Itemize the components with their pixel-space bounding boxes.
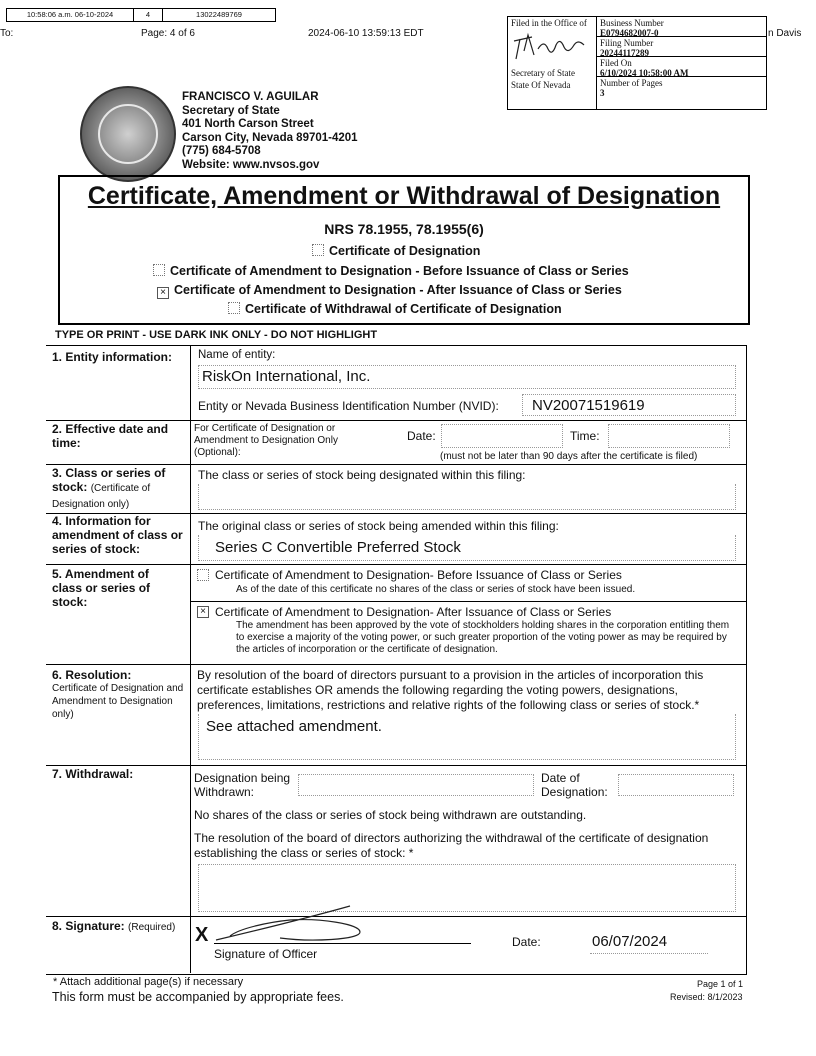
office-phone: (775) 684-5708 [182, 145, 261, 157]
cert-option-label: Certificate of Amendment to Designation - After Issuance of Class or Series [174, 283, 622, 297]
office-website: Website: www.nvsos.gov [182, 158, 320, 171]
row-divider [46, 420, 746, 421]
office-title: Secretary of State [182, 104, 280, 117]
signature-x: X [195, 924, 209, 946]
footer-attach-note: * Attach additional page(s) if necessary [53, 976, 244, 988]
office-name: FRANCISCO V. AGUILAR [182, 91, 319, 103]
section-8-label [52, 919, 175, 935]
statute: NRS 78.1955, 78.1955(6) [324, 221, 484, 237]
checkbox[interactable] [153, 264, 165, 276]
cert-option-withdrawal[interactable] [228, 302, 562, 316]
office-block [182, 91, 358, 172]
row-divider [46, 464, 746, 465]
row-divider [46, 664, 746, 665]
filing-office-label: Filed in the Office of [511, 18, 587, 28]
filing-number-cell [597, 37, 766, 57]
checkbox[interactable] [197, 569, 209, 581]
row-divider [46, 916, 746, 917]
signature-line [214, 943, 471, 944]
fax-page: Page: 4 of 6 [141, 28, 195, 39]
fax-page-num: 4 [134, 9, 163, 21]
amend-after-label: Certificate of Amendment to Designation- After Issuance of Class or Series [215, 605, 612, 619]
section-7-label: 7. Withdrawal: [52, 767, 134, 781]
checkbox[interactable] [312, 244, 324, 256]
checkbox-checked[interactable]: × [157, 287, 169, 299]
pages-label: Number of Pages [600, 78, 663, 88]
row-divider [46, 765, 746, 766]
filing-office [508, 17, 597, 109]
filing-sos-label: Secretary of State State Of Nevada [511, 68, 575, 90]
amend-after-note: The amendment has been approved by the vote of stockholders holding shares in the corporation entitling them to exercise a majority of the voting power, or such greater proportion of the voting power as may be required by the articles of incorporation or the certificate of designation. [236, 620, 730, 655]
withdrawn-designation-label: Designation being Withdrawn: [194, 771, 291, 799]
section-6-title: 6. Resolution: [52, 668, 132, 682]
business-number-cell [597, 17, 766, 37]
form-title: Certificate, Amendment or Withdrawal of Designation [87, 182, 721, 210]
section-2-label: 2. Effective date and time: [52, 422, 169, 450]
filing-number-label: Filing Number [600, 38, 654, 48]
cert-option-label: Certificate of Amendment to Designation - Before Issuance of Class or Series [170, 264, 629, 278]
business-number: E0794682007-0 [600, 28, 659, 38]
signature-label: Signature of Officer [214, 947, 318, 961]
section-1-label: 1. Entity information: [52, 350, 172, 364]
section-6-label [52, 668, 186, 721]
effective-date-desc: For Certificate of Designation or Amendment to Designation Only (Optional): [194, 423, 338, 458]
no-shares-statement: No shares of the class or series of stock being withdrawn are outstanding. [194, 808, 587, 822]
cert-option-amend-after[interactable] [157, 283, 622, 299]
section-8-sub: (Required) [128, 922, 176, 933]
designation-date-label: Date of Designation: [541, 771, 608, 799]
pages-count: 3 [600, 88, 605, 98]
footer-revised: Revised: 8/1/2023 [670, 992, 743, 1002]
secretary-signature [510, 31, 594, 65]
office-city: Carson City, Nevada 89701-4201 [182, 131, 358, 144]
fax-datetime: 2024-06-10 13:59:13 EDT [308, 28, 424, 39]
section-3-desc: The class or series of stock being designated within this filing: [198, 468, 526, 482]
entity-name-label: Name of entity: [198, 349, 276, 361]
signature-date-label: Date: [512, 935, 541, 949]
fax-from: n Davis [768, 28, 802, 39]
nvid-label: Entity or Nevada Business Identification Number (NVID): [198, 399, 499, 413]
withdrawal-resolution-desc: The resolution of the board of directors authorizing the withdrawal of the certificate of designation establishing the class or series of stock: * [194, 831, 709, 860]
effective-time-field[interactable] [608, 424, 730, 448]
amend-before-note: As of the date of this certificate no shares of the class or series of stock have been issued. [236, 584, 636, 595]
filing-number: 20244117289 [600, 48, 650, 58]
officer-signature [210, 902, 370, 946]
section-4-desc: The original class or series of stock being amended within this filing: [198, 519, 559, 533]
row-divider [46, 564, 746, 565]
filed-on-label: Filed On [600, 58, 632, 68]
resolution-value: See attached amendment. [206, 718, 382, 735]
section-8-title: 8. Signature: [52, 919, 125, 933]
office-street: 401 North Carson Street [182, 118, 314, 130]
row-divider [190, 601, 746, 602]
effective-date-field[interactable] [441, 424, 563, 448]
footer-page: Page 1 of 1 [697, 979, 744, 989]
fax-header [6, 8, 276, 22]
column-divider [190, 345, 191, 973]
entity-name-value: RiskOn International, Inc. [202, 368, 371, 385]
filed-on-cell [597, 57, 766, 77]
cert-option-label: Certificate of Withdrawal of Certificate of Designation [245, 302, 562, 316]
filed-on: 6/10/2024 10:58:00 AM [600, 68, 689, 78]
designated-class-field[interactable] [198, 484, 736, 510]
section-3-sub: (Certificate of Designation only) [52, 483, 151, 510]
amend-before-label: Certificate of Amendment to Designation- Before Issuance of Class or Series [215, 568, 622, 582]
fax-number: 13022489769 [196, 10, 242, 19]
checkbox-checked[interactable]: × [197, 606, 209, 618]
withdrawn-designation-field[interactable] [298, 774, 534, 796]
signature-date-value: 06/07/2024 [592, 933, 668, 950]
section-6-desc: By resolution of the board of directors pursuant to a provision in the articles of incorporation this certificate establishes OR amends the following regarding the voting powers, designations, preferences, limitations, restrictions and relative rights of the following class or series of stock.* [197, 668, 704, 712]
nevada-seal-icon [80, 86, 176, 182]
section-4-label: 4. Information for amendment of class or series of stock: [52, 514, 183, 556]
cert-option-designation[interactable] [312, 244, 480, 258]
nvid-value: NV20071519619 [532, 397, 645, 414]
section-3-title: 3. Class or series of stock: [52, 466, 166, 494]
section-3-label [52, 466, 186, 512]
effective-date-note: (must not be later than 90 days after the certificate is filed) [440, 451, 698, 462]
business-number-label: Business Number [600, 18, 664, 28]
designation-date-field[interactable] [618, 774, 734, 796]
pages-cell [597, 77, 766, 97]
title-box [58, 175, 750, 325]
section-6-sub: Certificate of Designation and Amendment to Designation only) [52, 683, 184, 720]
section-5-label: 5. Amendment of class or series of stock: [52, 567, 151, 609]
filing-stamp [507, 16, 767, 110]
checkbox[interactable] [228, 302, 240, 314]
effective-time-label: Time: [570, 429, 600, 443]
fax-to: To: [0, 28, 14, 39]
original-class-value: Series C Convertible Preferred Stock [215, 539, 461, 556]
instructions: TYPE OR PRINT - USE DARK INK ONLY - DO NOT HIGHLIGHT [55, 329, 378, 341]
cert-option-amend-before[interactable] [153, 264, 629, 278]
cert-option-label: Certificate of Designation [329, 244, 481, 258]
footer-fees-note: This form must be accompanied by appropriate fees. [52, 990, 344, 1004]
fax-timestamp: 10:58:06 a.m. 06-10-2024 [7, 9, 134, 21]
effective-date-label: Date: [407, 429, 436, 443]
